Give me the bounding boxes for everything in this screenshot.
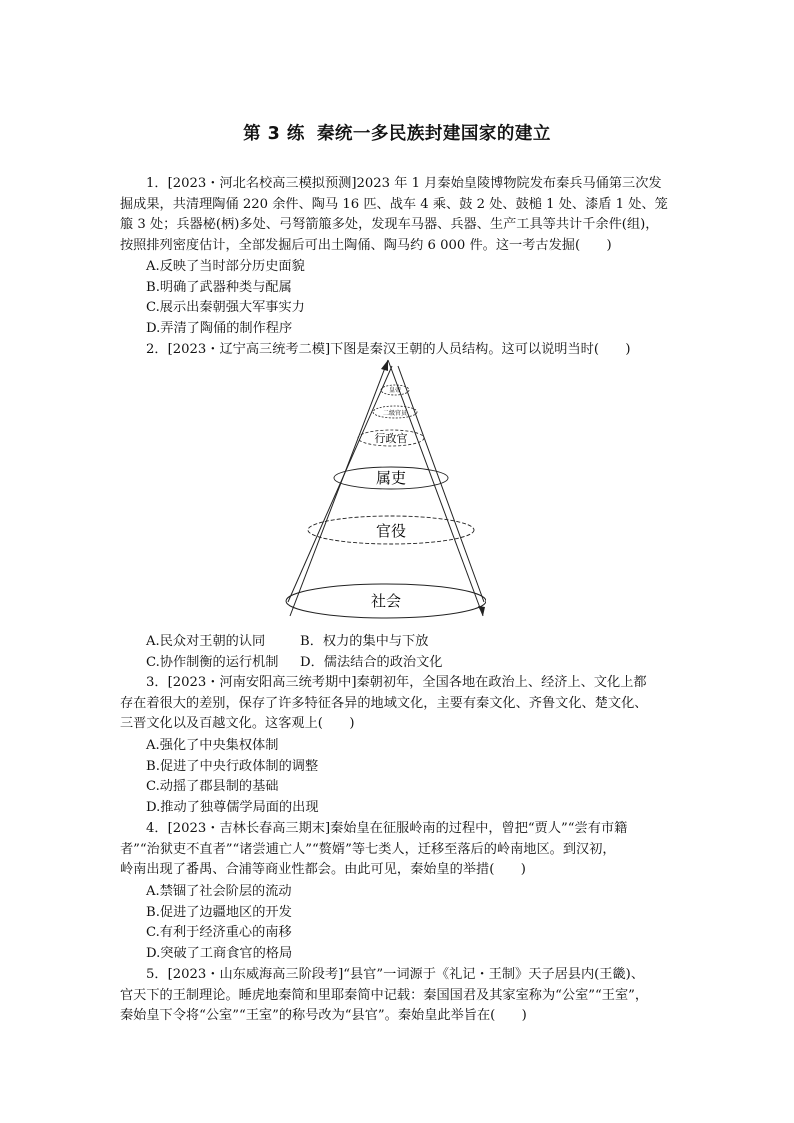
question-3-option-a[interactable]: A.强化了中央集权体制 xyxy=(146,738,279,753)
label-society: 社会 xyxy=(370,592,402,610)
title-lesson-number: 第 3 练 xyxy=(243,124,305,144)
question-2-options-row-2 xyxy=(146,653,442,674)
question-2-option-d[interactable]: D．儒法结合的政治文化 xyxy=(300,655,443,670)
question-2-line: 2．[2023・辽宁高三统考二模]下图是秦汉王朝的人员结构。这可以说明当时( ) xyxy=(146,342,631,357)
question-1-stem xyxy=(120,174,688,256)
label-secondary-officials: 二级官员 xyxy=(382,410,408,417)
question-3-line: 三晋文化以及百越文化。这客观上( ) xyxy=(120,716,355,732)
question-3-stem xyxy=(120,673,688,735)
question-1-option-d[interactable]: D.弄清了陶俑的制作程序 xyxy=(146,321,293,336)
question-4-line: 4．[2023・吉林长春高三期末]秦始皇在征服岭南的过程中，曾把“贾人”“尝有市籍 xyxy=(146,821,628,836)
question-5-line: 秦始皇下令将“公室”“王室”的称号改为“县官”。秦始皇此举旨在( ) xyxy=(120,1008,527,1024)
personnel-structure-diagram xyxy=(276,358,486,628)
question-5-line: 5．[2023・山东威海高三阶段考]“县官”一词源于《礼记・王制》天子居县内(王畿)、 xyxy=(146,967,645,982)
question-1-option-c[interactable]: C.展示出秦朝强大军事实力 xyxy=(146,300,305,315)
question-2-option-b[interactable]: B．权力的集中与下放 xyxy=(300,634,429,649)
question-5-stem xyxy=(120,965,688,1027)
question-2-options-row-1 xyxy=(146,632,428,653)
question-4-stem xyxy=(120,819,688,881)
question-5-line: 官天下的王制理论。睡虎地秦简和里耶秦简中记载：秦国国君及其家室称为“公室”“王室”， xyxy=(120,987,649,1003)
question-3-option-c[interactable]: C.动摇了郡县制的基础 xyxy=(146,779,279,794)
label-corvee-workers: 官役 xyxy=(375,522,407,540)
question-1-option-b[interactable]: B.明确了武器种类与配属 xyxy=(146,280,292,295)
label-emperor: 皇帝 xyxy=(388,387,402,394)
title-lesson-topic: 秦统一多民族封建国家的建立 xyxy=(316,124,551,144)
question-4-option-d[interactable]: D.突破了工商食官的格局 xyxy=(146,946,293,961)
label-administrators: 行政官 xyxy=(374,432,408,445)
question-4-line: 岭南出现了番禺、合浦等商业性都会。由此可见，秦始皇的举措( ) xyxy=(120,862,526,878)
left-arrow-line xyxy=(290,360,388,616)
question-2-option-a[interactable]: A.民众对王朝的认同 xyxy=(146,634,266,649)
question-4-option-c[interactable]: C.有利于经济重心的南移 xyxy=(146,925,292,940)
question-3-option-b[interactable]: B.促进了中央行政体制的调整 xyxy=(146,759,319,774)
question-1-line: 掘成果，共清理陶俑 220 余件、陶马 16 匹、战车 4 乘、鼓 2 处、鼓槌 1 处、漆盾 1 处、笼 xyxy=(120,196,668,212)
question-1-option-a[interactable]: A.反映了当时部分历史面貌 xyxy=(146,259,305,274)
question-1-line: 箙 3 处；兵器柲(柄)多处、弓弩箭箙多处，发现车马器、兵器、生产工具等共计千余件(组)， xyxy=(120,217,659,233)
question-1-line: 1．[2023・河北名校高三模拟预测]2023 年 1 月秦始皇陵博物院发布秦兵马俑第三次发 xyxy=(146,176,662,191)
label-subordinate-clerks: 属吏 xyxy=(375,469,407,487)
right-arrow-line xyxy=(388,360,483,616)
question-3-line: 存在着很大的差别，保存了许多特征各异的地域文化，主要有秦文化、齐鲁文化、楚文化、 xyxy=(120,695,648,711)
cone-diagram-svg xyxy=(276,358,486,628)
left-arrow-head xyxy=(381,360,388,371)
page-title xyxy=(0,120,794,145)
question-3-line: 3．[2023・河南安阳高三统考期中]秦朝初年，全国各地在政治上、经济上、文化上都 xyxy=(146,675,647,690)
cone-right-side xyxy=(398,366,484,602)
question-4-option-b[interactable]: B.促进了边疆地区的开发 xyxy=(146,905,292,920)
question-4-line: 者”“治狱吏不直者”“诸尝逋亡人”“赘婿”等七类人，迁移至落后的岭南地区。到汉初， xyxy=(120,841,616,857)
question-4-option-a[interactable]: A.禁锢了社会阶层的流动 xyxy=(146,884,292,899)
question-1-line: 按照排列密度估计，全部发掘后可出土陶俑、陶马约 6 000 件。这一考古发掘( ) xyxy=(120,237,612,253)
question-3-option-d[interactable]: D.推动了独尊儒学局面的出现 xyxy=(146,800,319,815)
question-2-option-c[interactable]: C.协作制衡的运行机制 xyxy=(146,655,279,670)
